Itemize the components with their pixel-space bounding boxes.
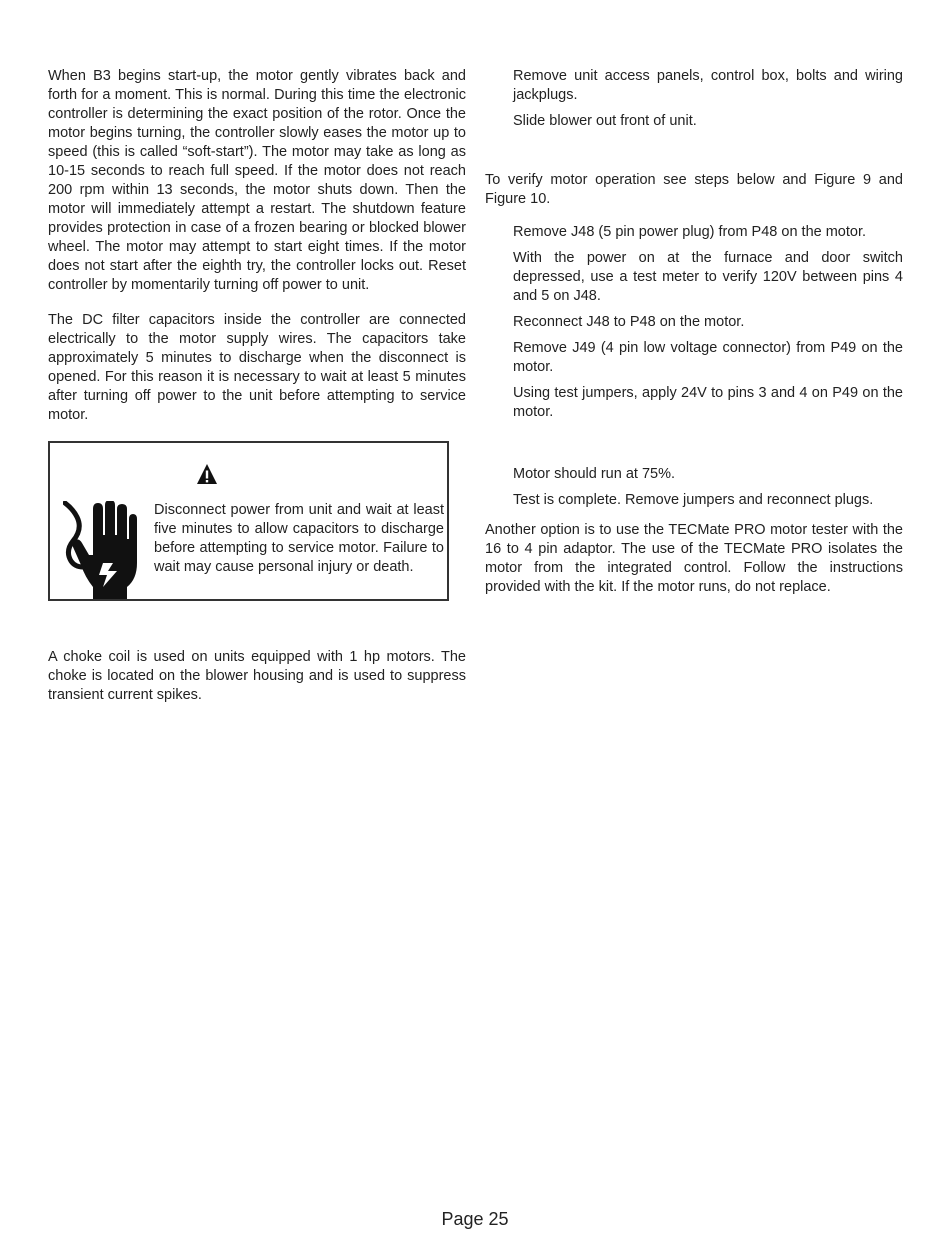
step-4: Remove J49 (4 pin low voltage connector) from P49 on the motor. (513, 340, 903, 375)
step-slide-blower: Slide blower out front of unit. (513, 113, 697, 129)
page-number: Page 25 (441, 1209, 509, 1229)
left-column (48, 67, 466, 705)
right-column (485, 67, 903, 597)
warning-text: Disconnect power from unit and wait at least five minutes to allow capacitors to discharge before attempting to service motor. Failure to wait may cause personal injury or death. (154, 502, 444, 575)
tecmate-paragraph: Another option is to use the TECMate PRO motor tester with the 16 to 4 pin adaptor. The use of the TECMate PRO isolates the motor from the integrated control. Follow the instructions provided with the kit. If the motor runs, do not replace. (485, 522, 903, 595)
capacitor-paragraph: The DC filter capacitors inside the controller are connected electrically to the motor supply wires. The capacitors take approximately 5 minutes to discharge when the disconnect is opened. For this reason it is necessary to wait at least 5 minutes after turning off power to the unit before attempting to service motor. (48, 312, 466, 423)
step-3: Reconnect J48 to P48 on the motor. (513, 314, 745, 330)
startup-paragraph: When B3 begins start-up, the motor gently vibrates back and forth for a moment. This is normal. During this time the electronic controller is determining the exact position of the rotor. Once the motor begins turning, the controller slowly eases the motor up to speed (this is called “soft-start”). The motor may take as long as 10-15 seconds to reach full speed. If the motor does not reach 200 rpm within 13 seconds, the motor shuts down. Then the motor will immediately attempt a restart. The shutdown feature provides protection in case of a frozen bearing or blocked blower wheel. The motor may attempt to start eight times. If the motor does not start after the eighth try, the controller locks out. Reset controller by momentarily turning off power to unit. (48, 68, 466, 293)
step-2: With the power on at the furnace and door switch depressed, use a test meter to verify 120V between pins 4 and 5 on J48. (513, 250, 903, 304)
verify-intro: To verify motor operation see steps below and Figure 9 and Figure 10. (485, 172, 903, 207)
step-remove-panels: Remove unit access panels, control box, bolts and wiring jackplugs. (513, 68, 903, 103)
warning-triangle-icon (196, 463, 218, 485)
step-motor-run: Motor should run at 75%. (513, 466, 676, 482)
warning-box (48, 441, 449, 601)
step-test-complete: Test is complete. Remove jumpers and reconnect plugs. (513, 492, 874, 508)
choke-coil-paragraph: A choke coil is used on units equipped with 1 hp motors. The choke is located on the blower housing and is used to suppress transient current spikes. (48, 649, 466, 703)
electric-shock-hand-icon (63, 501, 137, 599)
step-1: Remove J48 (5 pin power plug) from P48 on the motor. (513, 224, 867, 240)
step-5: Using test jumpers, apply 24V to pins 3 and 4 on P49 on the motor. (513, 385, 903, 420)
